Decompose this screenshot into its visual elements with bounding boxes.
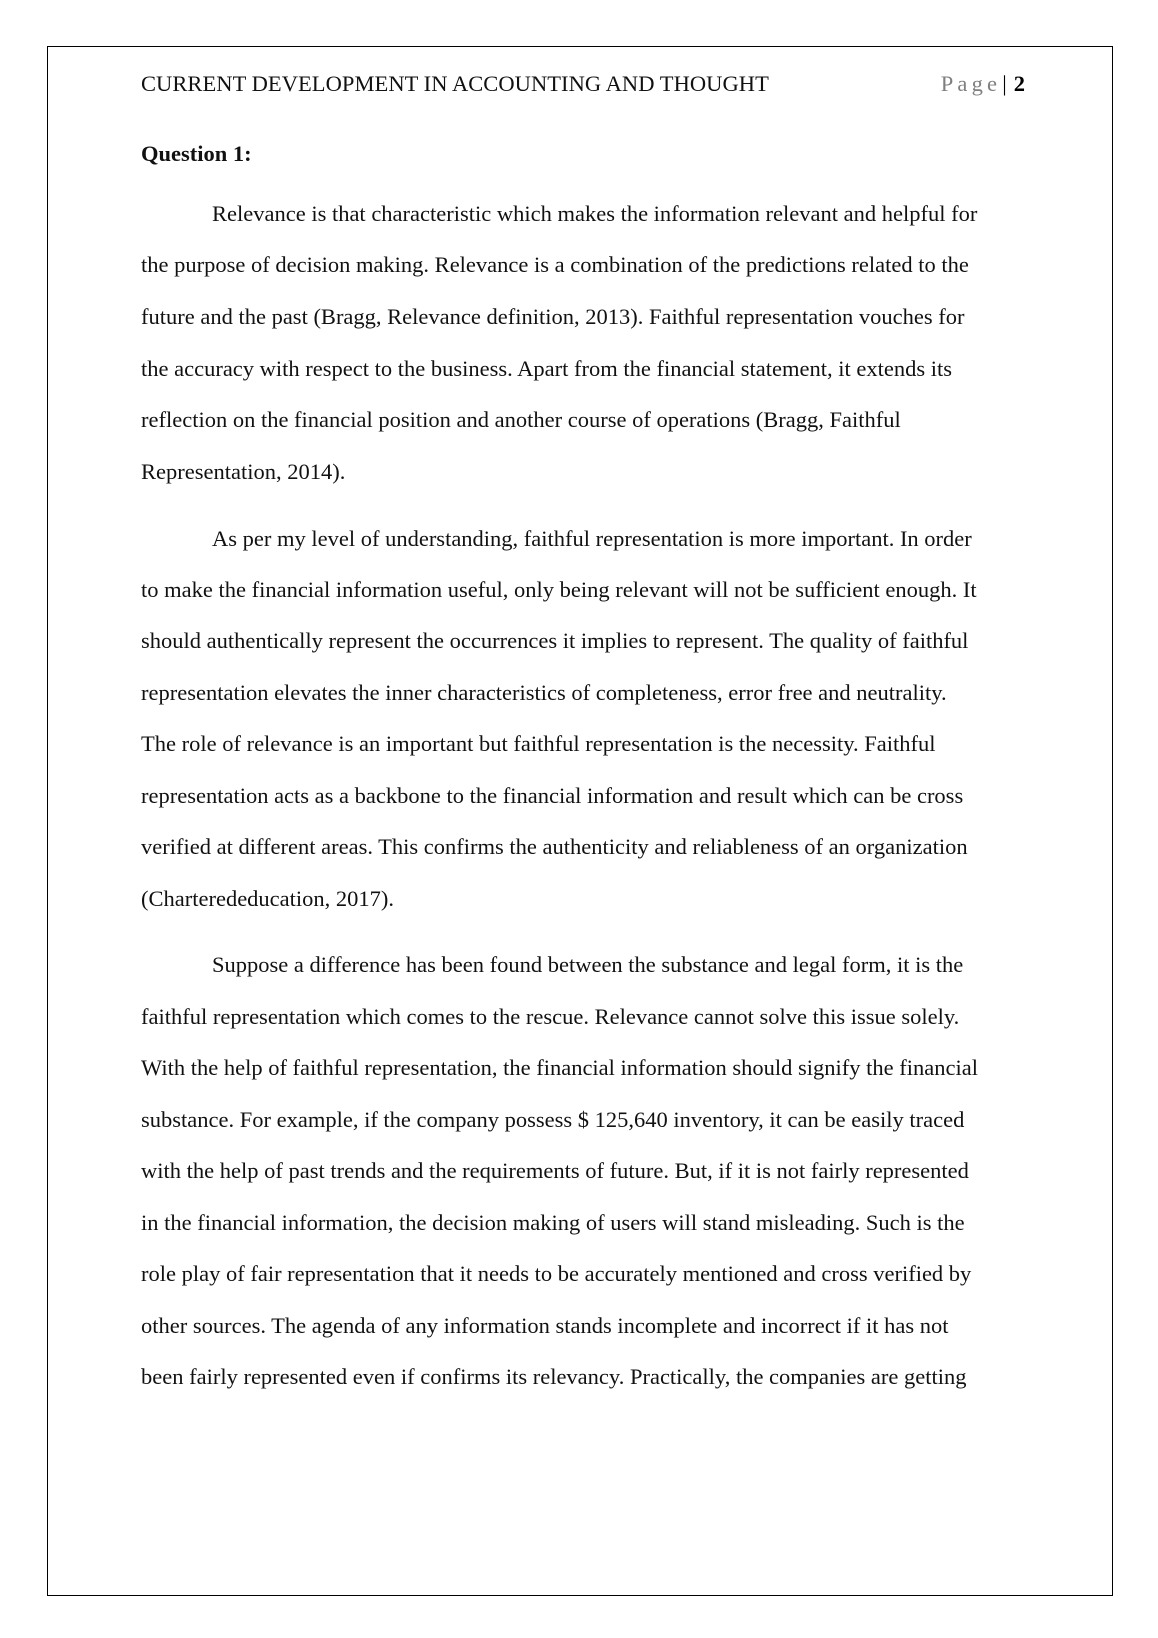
paragraph-2-line-8: (Charterededucation, 2017).: [141, 886, 395, 911]
paragraph-3-line-3: With the help of faithful representation, the financial information should signify the financial: [141, 1055, 978, 1080]
paragraph-1-line-1: Relevance is that characteristic which makes the information relevant and helpful for: [212, 201, 978, 226]
paragraph-3-line-9: been fairly represented even if confirms its relevancy. Practically, the companies are getting: [141, 1364, 967, 1389]
paragraph-1-line-4: the accuracy with respect to the business. Apart from the financial statement, it extends its: [141, 356, 952, 381]
paragraph-1-line-2: the purpose of decision making. Relevance is a combination of the predictions related to the: [141, 252, 969, 277]
page-number: 2: [1013, 71, 1025, 96]
page-header: [141, 66, 1025, 102]
paragraph-2-line-4: representation elevates the inner characteristics of completeness, error free and neutrality.: [141, 680, 947, 705]
paragraph-2-line-7: verified at different areas. This confirms the authenticity and reliableness of an organization: [141, 834, 968, 859]
paragraph-3-line-7: role play of fair representation that it needs to be accurately mentioned and cross verified by: [141, 1261, 972, 1286]
running-head-title: CURRENT DEVELOPMENT IN ACCOUNTING AND THOUGHT: [141, 71, 769, 96]
paragraph-3-line-8: other sources. The agenda of any information stands incomplete and incorrect if it has not: [141, 1313, 949, 1338]
paragraph-1-line-3: future and the past (Bragg, Relevance definition, 2013). Faithful representation vouches for: [141, 304, 965, 329]
paragraph-3-line-1: Suppose a difference has been found between the substance and legal form, it is the: [212, 952, 964, 977]
paragraph-1-line-6: Representation, 2014).: [141, 459, 346, 484]
paragraph-2-line-6: representation acts as a backbone to the financial information and result which can be cross: [141, 783, 964, 808]
paragraph-2-line-5: The role of relevance is an important but faithful representation is the necessity. Faithful: [141, 731, 936, 756]
paragraph-2-line-1: As per my level of understanding, faithful representation is more important. In order: [212, 526, 972, 551]
paragraph-3-line-6: in the financial information, the decision making of users will stand misleading. Such is the: [141, 1210, 965, 1235]
paragraph-2-line-2: to make the financial information useful, only being relevant will not be sufficient enough. It: [141, 577, 977, 602]
paragraph-3-line-4: substance. For example, if the company possess $ 125,640 inventory, it can be easily traced: [141, 1107, 965, 1132]
paragraph-2-line-3: should authentically represent the occurrences it implies to represent. The quality of faithful: [141, 628, 969, 653]
page-separator: |: [1002, 71, 1007, 96]
page-word: Page: [940, 71, 1002, 96]
paragraph-3-line-2: faithful representation which comes to the rescue. Relevance cannot solve this issue solely.: [141, 1004, 960, 1029]
paragraph-3-line-5: with the help of past trends and the requirements of future. But, if it is not fairly represented: [141, 1158, 969, 1183]
page-number-label: [941, 66, 1025, 102]
paragraph-1-line-5: reflection on the financial position and another course of operations (Bragg, Faithful: [141, 407, 901, 432]
section-heading: Question 1:: [141, 141, 252, 166]
